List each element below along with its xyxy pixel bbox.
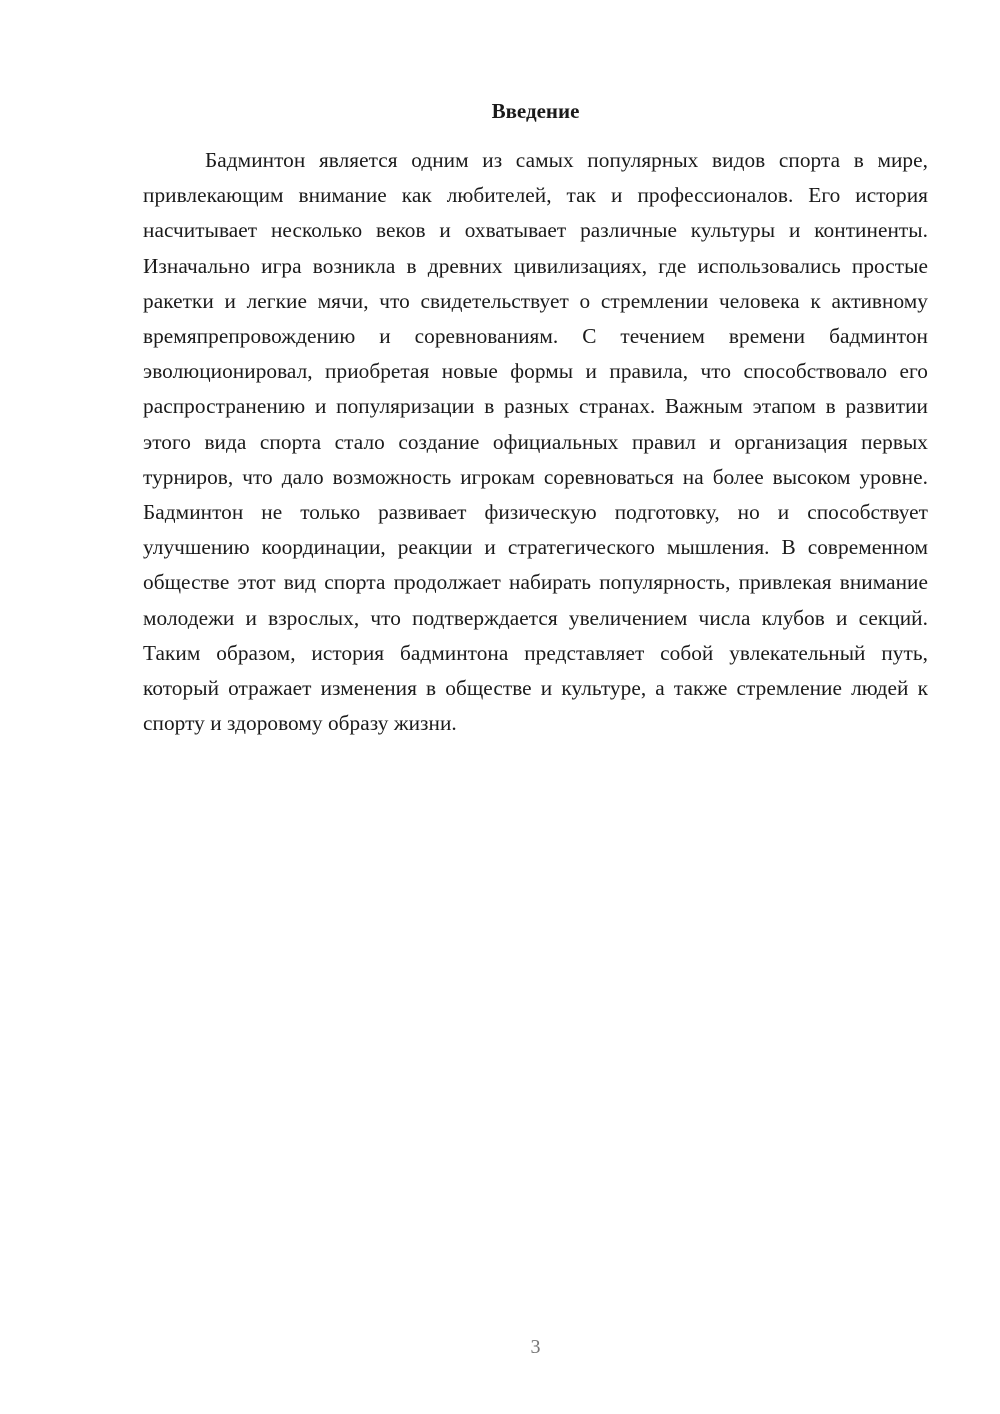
page-number: 3 [530,1336,541,1358]
section-heading: Введение [491,99,580,123]
body-paragraph: Бадминтон является одним из самых популярных видов спорта в мире, привлекающим внимание как любителей, так и профессионалов. Его история насчитывает несколько веков и охватывает различные культуры и континенты. Изначально игра возникла в древних цивилизациях, где использовались простые ракетки и легкие мячи, что свидетельствует о стремлении человека к активному времяпрепровождению и соревнованиям. С течением времени бадминтон эволюционировал, приобретая новые формы и правила, что способствовало его распространению и популяризации в разных странах. Важным этапом в развитии этого вида спорта стало создание официальных правил и организация первых турниров, что дало возможность игрокам соревноваться на более высоком уровне. Бадминтон не только развивает физическую подготовку, но и способствует улучшению координации, реакции и стратегического мышления. В современном обществе этот вид спорта продолжает набирать популярность, привлекая внимание молодежи и взрослых, что подтверждается увеличением числа клубов и секций. Таким образом, история бадминтона представляет собой увлекательный путь, который отражает изменения в обществе и культуре, а также стремление людей к спорту и здоровому образу жизни. [143,148,928,736]
